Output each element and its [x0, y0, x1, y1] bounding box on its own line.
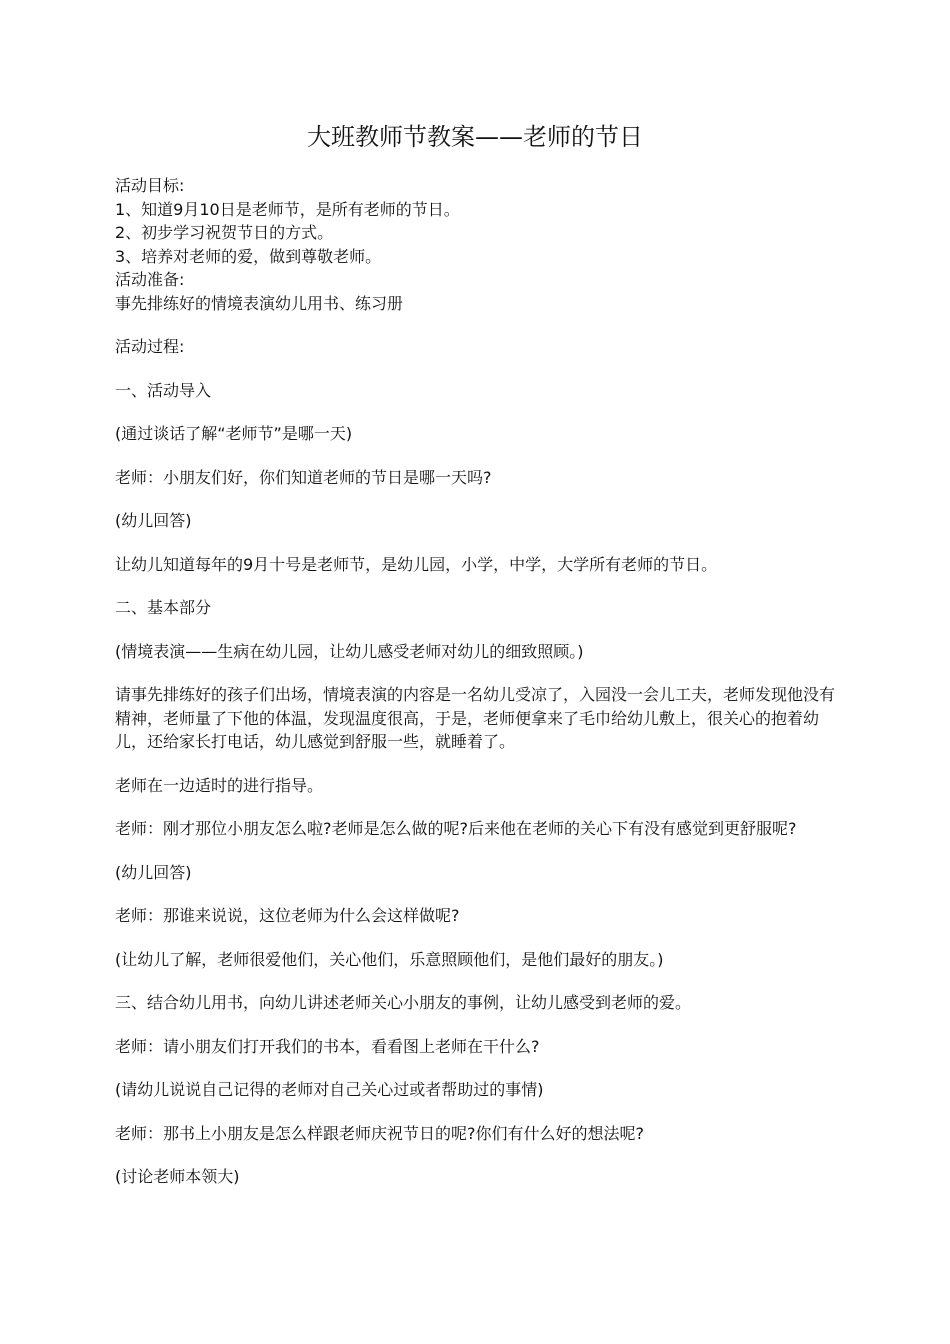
paragraph: 三、结合幼儿用书，向幼儿讲述老师关心小朋友的事例，让幼儿感受到老师的爱。 — [115, 993, 692, 1012]
paragraph: 老师：请小朋友们打开我们的书本，看看图上老师在干什么? — [115, 1036, 540, 1056]
process-heading: 活动过程: — [115, 337, 185, 356]
goals-heading: 活动目标: — [115, 176, 185, 195]
prep-text: 事先排练好的情境表演幼儿用书、练习册 — [115, 293, 404, 313]
paragraph: 一、活动导入 — [115, 380, 212, 400]
paragraph: 老师在一边适时的进行指导。 — [115, 775, 324, 795]
paragraph: (讨论老师本领大) — [115, 1167, 240, 1186]
paragraph: 二、基本部分 — [115, 598, 212, 617]
goal-item: 2、初步学习祝贺节日的方式。 — [115, 223, 334, 242]
document-title: 大班教师节教案——老师的节日 — [307, 123, 643, 151]
paragraph: (通过谈话了解“老师节”是哪一天) — [115, 424, 353, 443]
paragraph: (请幼儿说说自己记得的老师对自己关心过或者帮助过的事情) — [115, 1080, 544, 1099]
paragraph: (幼儿回答) — [115, 511, 192, 530]
paragraph: (让幼儿了解，老师很爱他们，关心他们，乐意照顾他们，是他们最好的朋友。) — [115, 949, 664, 969]
paragraph: 老师：那谁来说说，这位老师为什么会这样做呢? — [115, 906, 460, 925]
paragraph: 请事先排练好的孩子们出场，情境表演的内容是一名幼儿受凉了，入园没一会儿工夫，老师发现他没有精神，老师量了下他的体温，发现温度很高，于是，老师便拿来了毛巾给幼儿敷上，很关心的抱着幼儿，还给家长打电话，幼儿感觉到舒服一些，就睡着了。 — [115, 685, 836, 751]
paragraph: 老师：刚才那位小朋友怎么啦?老师是怎么做的呢?后来他在老师的关心下有没有感觉到更舒服呢? — [115, 819, 797, 838]
document-body — [115, 174, 841, 1189]
paragraph: (情境表演——生病在幼儿园，让幼儿感受老师对幼儿的细致照顾。) — [115, 641, 584, 661]
paragraph: (幼儿回答) — [115, 862, 192, 882]
goal-item: 1、知道9月10日是老师节，是所有老师的节日。 — [115, 199, 460, 219]
paragraph: 让幼儿知道每年的9月十号是老师节，是幼儿园，小学，中学，大学所有老师的节日。 — [115, 554, 718, 574]
goal-item: 3、培养对老师的爱，做到尊敬老师。 — [115, 246, 382, 266]
prep-heading: 活动准备: — [115, 270, 185, 289]
paragraph: 老师：那书上小朋友是怎么样跟老师庆祝节日的呢?你们有什么好的想法呢? — [115, 1123, 644, 1143]
paragraph: 老师：小朋友们好，你们知道老师的节日是哪一天吗? — [115, 467, 492, 487]
